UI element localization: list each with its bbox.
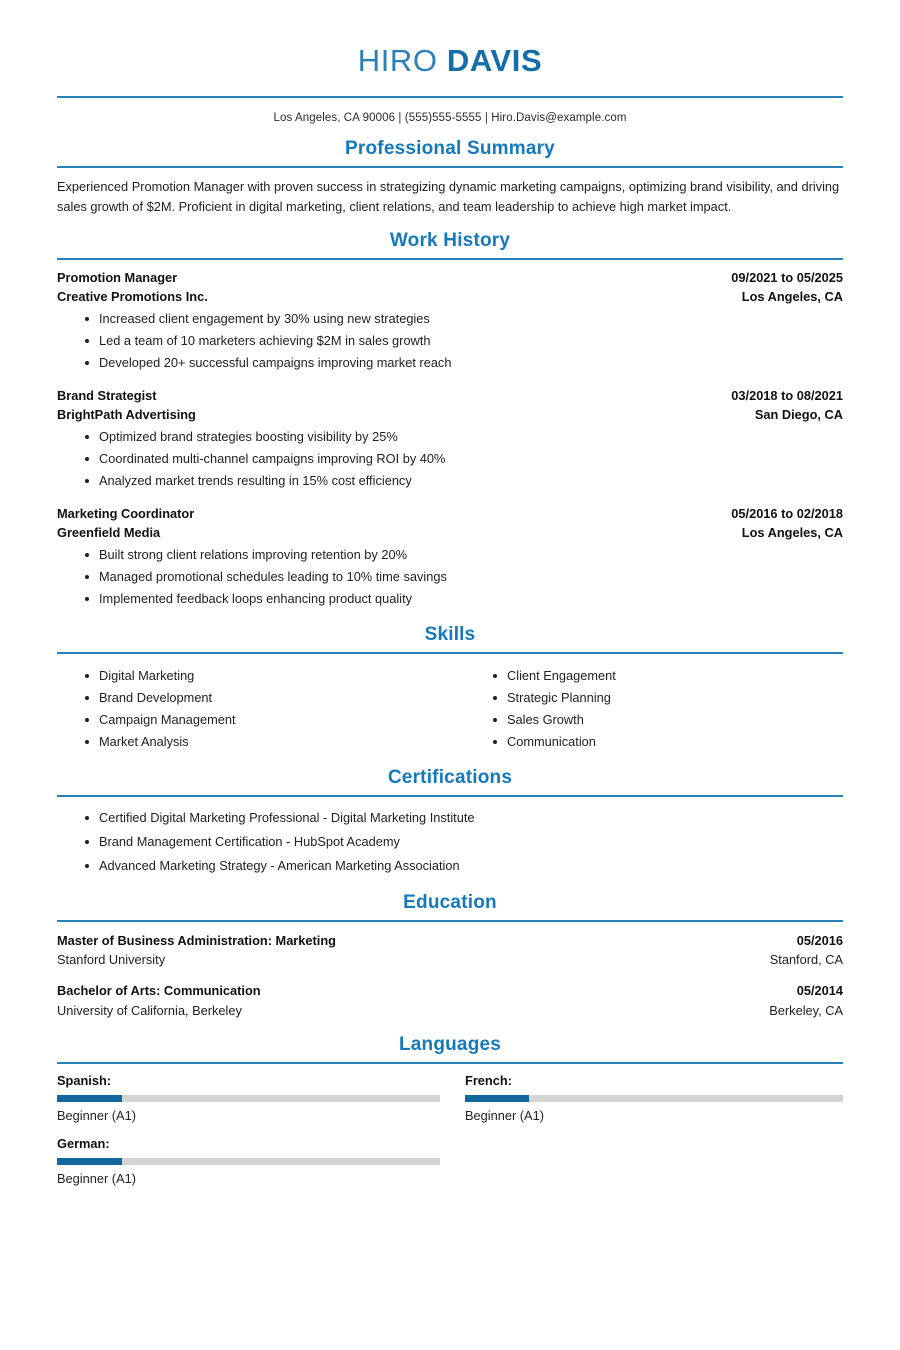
education-entry bbox=[57, 981, 843, 1019]
education-entry bbox=[57, 931, 843, 969]
job-location: San Diego, CA bbox=[754, 406, 843, 422]
job-company: BrightPath Advertising bbox=[57, 406, 196, 422]
job-entry bbox=[57, 387, 843, 492]
skills-list-right bbox=[465, 665, 843, 753]
job-company: Creative Promotions Inc. bbox=[57, 288, 208, 304]
education-degree: Master of Business Administration: Marketing bbox=[57, 933, 336, 949]
certifications-list bbox=[57, 806, 843, 878]
languages-grid bbox=[57, 1073, 843, 1199]
page-title bbox=[57, 44, 843, 78]
language-entry bbox=[57, 1073, 450, 1123]
job-bullet: Optimized brand strategies boosting visibility by 25% bbox=[99, 426, 843, 448]
education-location: Stanford, CA bbox=[769, 952, 843, 968]
section-certifications bbox=[57, 767, 843, 878]
job-title: Brand Strategist bbox=[57, 388, 157, 404]
certification-item: Certified Digital Marketing Professional - Digital Marketing Institute bbox=[99, 806, 843, 830]
education-degree: Bachelor of Arts: Communication bbox=[57, 983, 261, 999]
section-title-certifications: Certifications bbox=[387, 767, 513, 789]
skill-item: Brand Development bbox=[99, 687, 450, 709]
education-location: Berkeley, CA bbox=[769, 1002, 843, 1018]
section-education bbox=[57, 892, 843, 1020]
language-level: Beginner (A1) bbox=[57, 1170, 136, 1186]
section-professional-summary bbox=[57, 138, 843, 216]
section-languages bbox=[57, 1034, 843, 1199]
language-proficiency-fill bbox=[57, 1095, 122, 1102]
job-dates: 09/2021 to 05/2025 bbox=[731, 269, 843, 285]
job-title: Marketing Coordinator bbox=[57, 506, 195, 522]
job-bullet-list bbox=[57, 308, 843, 374]
language-proficiency-bar bbox=[57, 1095, 440, 1102]
skill-item: Client Engagement bbox=[507, 665, 843, 687]
job-bullet: Implemented feedback loops enhancing product quality bbox=[99, 588, 843, 610]
skill-item: Market Analysis bbox=[99, 731, 450, 753]
certification-item: Brand Management Certification - HubSpot Academy bbox=[99, 830, 843, 854]
language-name: German: bbox=[57, 1135, 110, 1151]
job-bullet: Led a team of 10 marketers achieving $2M in sales growth bbox=[99, 330, 843, 352]
education-list bbox=[57, 922, 843, 1020]
job-title: Promotion Manager bbox=[57, 269, 178, 285]
language-proficiency-fill bbox=[57, 1158, 122, 1165]
job-dates: 03/2018 to 08/2021 bbox=[731, 388, 843, 404]
education-date: 05/2014 bbox=[796, 983, 843, 999]
language-name: French: bbox=[465, 1072, 512, 1088]
job-location: Los Angeles, CA bbox=[741, 524, 843, 540]
job-dates: 05/2016 to 02/2018 bbox=[731, 506, 843, 522]
certification-item: Advanced Marketing Strategy - American Marketing Association bbox=[99, 854, 843, 878]
skill-item: Campaign Management bbox=[99, 709, 450, 731]
section-title-education: Education bbox=[403, 892, 497, 914]
first-name: HIRO bbox=[357, 43, 438, 78]
job-company: Greenfield Media bbox=[57, 524, 161, 540]
skills-columns bbox=[57, 663, 843, 753]
section-title-languages: Languages bbox=[398, 1033, 502, 1055]
job-entry bbox=[57, 505, 843, 610]
work-history-list bbox=[57, 260, 843, 610]
skill-item: Digital Marketing bbox=[99, 665, 450, 687]
resume-header bbox=[57, 40, 843, 78]
section-title-summary: Professional Summary bbox=[345, 138, 555, 160]
section-title-skills: Skills bbox=[424, 624, 476, 646]
contact-line: Los Angeles, CA 90006 | (555)555-5555 | Hiro.Davis@example.com bbox=[273, 112, 627, 125]
skill-item: Communication bbox=[507, 731, 843, 753]
language-proficiency-bar bbox=[465, 1095, 843, 1102]
last-name: DAVIS bbox=[446, 43, 543, 78]
education-school: University of California, Berkeley bbox=[57, 1002, 242, 1018]
language-entry bbox=[57, 1136, 450, 1186]
language-entry bbox=[450, 1073, 843, 1123]
education-date: 05/2016 bbox=[796, 933, 843, 949]
job-bullet: Managed promotional schedules leading to 10% time savings bbox=[99, 566, 843, 588]
job-bullet-list bbox=[57, 544, 843, 610]
language-level: Beginner (A1) bbox=[465, 1107, 544, 1123]
skills-list-left bbox=[57, 665, 450, 753]
education-school: Stanford University bbox=[57, 952, 166, 968]
language-level: Beginner (A1) bbox=[57, 1107, 136, 1123]
job-bullet: Coordinated multi-channel campaigns improving ROI by 40% bbox=[99, 448, 843, 470]
language-name: Spanish: bbox=[57, 1072, 112, 1088]
job-entry bbox=[57, 269, 843, 374]
section-title-work-history: Work History bbox=[389, 229, 511, 251]
skill-item: Sales Growth bbox=[507, 709, 843, 731]
job-bullet: Developed 20+ successful campaigns improving market reach bbox=[99, 352, 843, 374]
job-bullet-list bbox=[57, 426, 843, 492]
language-proficiency-fill bbox=[465, 1095, 529, 1102]
section-skills bbox=[57, 624, 843, 753]
language-proficiency-bar bbox=[57, 1158, 440, 1165]
section-work-history bbox=[57, 230, 843, 610]
job-bullet: Increased client engagement by 30% using new strategies bbox=[99, 308, 843, 330]
job-bullet: Built strong client relations improving retention by 20% bbox=[99, 544, 843, 566]
skill-item: Strategic Planning bbox=[507, 687, 843, 709]
job-bullet: Analyzed market trends resulting in 15% cost efficiency bbox=[99, 470, 843, 492]
summary-text: Experienced Promotion Manager with proven success in strategizing dynamic marketing campaigns, optimizing brand visibility, and driving sales growth of $2M. Proficient in digital marketing, client relations, and team leadership to achieve high market impact. bbox=[57, 179, 840, 214]
job-location: Los Angeles, CA bbox=[741, 288, 843, 304]
